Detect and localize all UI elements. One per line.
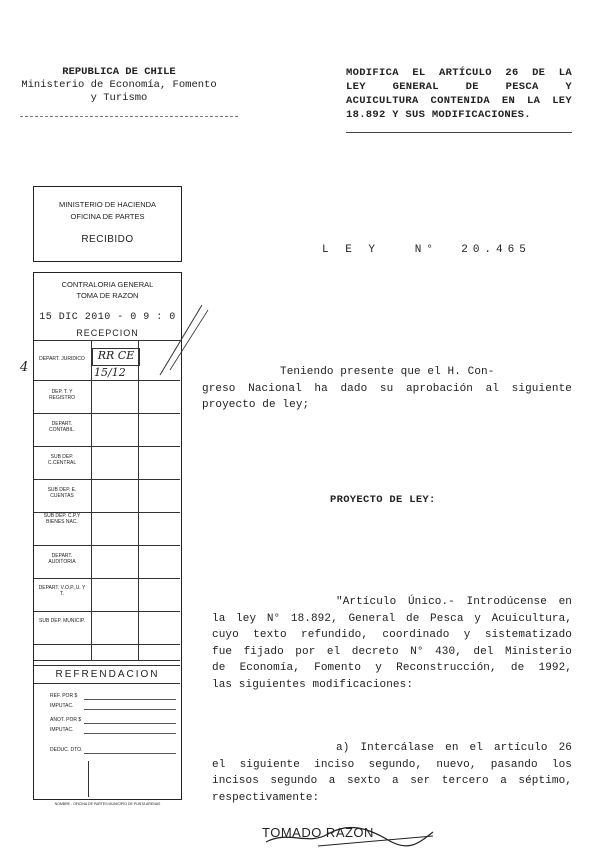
item-a-paragraph <box>212 740 572 806</box>
ministry-header <box>0 66 238 105</box>
republic-label: REPUBLICA DE CHILE <box>62 66 176 78</box>
grid-row-line <box>34 611 180 612</box>
bill-heading: PROYECTO DE LEY: <box>330 494 436 506</box>
refrendacion-divider <box>34 683 180 684</box>
article-line: de Economía, Fomento y Reconstrucción, de 1992, <box>212 662 572 674</box>
item-a-line: incisos segundo a sexto a ser tercero a séptimo, <box>212 775 572 787</box>
article-line: fue fijado por el decreto N° 430, del Ministerio <box>212 645 572 658</box>
row-label: DEPART. JURIDICO <box>39 356 85 362</box>
ref-label: IMPUTAC. <box>50 703 74 709</box>
grid-row-line <box>34 380 180 381</box>
row-label: DEPART. CONTABIL. <box>48 421 76 433</box>
ref-line <box>84 699 176 700</box>
intro-line: proyecto de ley; <box>202 399 310 411</box>
toma-razon-label: TOMA DE RAZON <box>76 291 139 300</box>
grid-row-line <box>34 413 180 414</box>
ref-line <box>84 753 176 754</box>
row-label: SUB DEP. MUNICIP. <box>39 618 85 624</box>
article-line: "Artículo Único.- Introdúcense en <box>336 596 572 608</box>
intro-line: Teniendo presente que el H. Con- <box>280 366 495 378</box>
stamp-received: RECIBIDO <box>81 234 134 245</box>
signature-stroke <box>318 836 433 846</box>
contraloria-title: CONTRALORIA GENERAL <box>61 280 154 289</box>
grid-row-line <box>34 446 180 447</box>
summary-line-1: MODIFICA EL ARTÍCULO 26 DE LA <box>346 67 572 79</box>
item-a-line: el siguiente inciso segundo, nuevo, pasando los <box>212 758 572 771</box>
handwritten-date: 15/12 <box>94 366 126 379</box>
recepcion-label: RECEPCION <box>76 328 139 338</box>
tomado-razon-stamp: TOMADO RAZON <box>262 825 374 840</box>
article-paragraph <box>212 594 572 693</box>
ministry-label: Ministerio de Economía, Fomento <box>21 79 217 91</box>
summary-line-3: ACUICULTURA CONTENIDA EN LA LEY <box>346 95 572 107</box>
hacienda-received-stamp <box>33 186 182 262</box>
grid-row-line <box>34 660 180 661</box>
summary-line-4: 18.892 Y SUS MODIFICACIONES. <box>346 109 531 121</box>
item-a-line: a) Intercálase en el artículo 26 <box>336 742 572 754</box>
grid-row-line <box>34 479 180 480</box>
ref-line <box>84 733 176 734</box>
item-a-line: respectivamente: <box>212 791 320 804</box>
row-label: DEP. T. Y REGISTRO <box>48 389 76 401</box>
ref-bottom-divider <box>88 761 89 797</box>
refrendacion-divider-top <box>34 665 180 666</box>
law-summary <box>346 66 572 122</box>
intro-line: greso Nacional ha dado su aprobación al siguiente <box>202 382 572 395</box>
grid-divider-2 <box>138 340 139 660</box>
grid-row-line <box>34 644 180 645</box>
article-line: la ley N° 18.892, General de Pesca y Acuicultura, <box>212 612 572 625</box>
header-right-rule <box>346 132 572 133</box>
grid-divider-1 <box>91 340 92 660</box>
row-label: SUB DEP. E. CUENTAS <box>47 487 77 499</box>
ministry-label-cont: y Turismo <box>90 92 148 104</box>
row-label: SUB DEP. C.P.Y BIENES NAC. <box>43 513 81 525</box>
ref-line <box>84 723 176 724</box>
row-label: DEPART. AUDITORIA <box>48 553 76 565</box>
row-label: SUB DEP. C.CENTRAL <box>47 454 77 466</box>
law-title: L E Y N° 20.465 <box>322 244 531 256</box>
pen-stroke <box>160 305 202 375</box>
article-line: cuyo texto refundido, coordinado y sistematizado <box>212 629 572 641</box>
stamp-ministry: MINISTERIO DE HACIENDA <box>58 200 157 209</box>
grid-row-line <box>34 578 180 579</box>
signature-scribble <box>258 826 438 848</box>
ref-label: REF. POR $ <box>50 693 78 699</box>
article-line: las siguientes modificaciones: <box>212 678 414 691</box>
handwritten-initials: RR CE <box>92 348 140 366</box>
summary-line-2: LEY GENERAL DE PESCA Y <box>346 81 572 93</box>
header-left-rule <box>20 116 238 117</box>
ref-label: IMPUTAC. <box>50 727 74 733</box>
ref-line <box>84 709 176 710</box>
ref-label: ANOT. POR $ <box>50 717 82 723</box>
stamp-footer: NOMBRE - OFICINA DE PARTES MUNICIPIO DE PUNTA ARENAS <box>54 802 161 806</box>
ref-label: DEDUC. DTO. <box>50 747 83 753</box>
refrendacion-label: REFRENDACION <box>55 669 160 680</box>
margin-handwritten-mark: 4 <box>20 360 29 375</box>
row-label: DEPART. V.O.P.,U. Y T. <box>38 585 86 597</box>
stamp-office: OFICINA DE PARTES <box>70 212 145 221</box>
pen-stroke <box>170 310 208 370</box>
grid-row-line <box>34 545 180 546</box>
stamp-date: 15 DIC 2010 - 0 9 : 0 <box>39 312 176 323</box>
intro-paragraph <box>202 364 572 414</box>
pen-stroke-marks <box>150 300 210 380</box>
